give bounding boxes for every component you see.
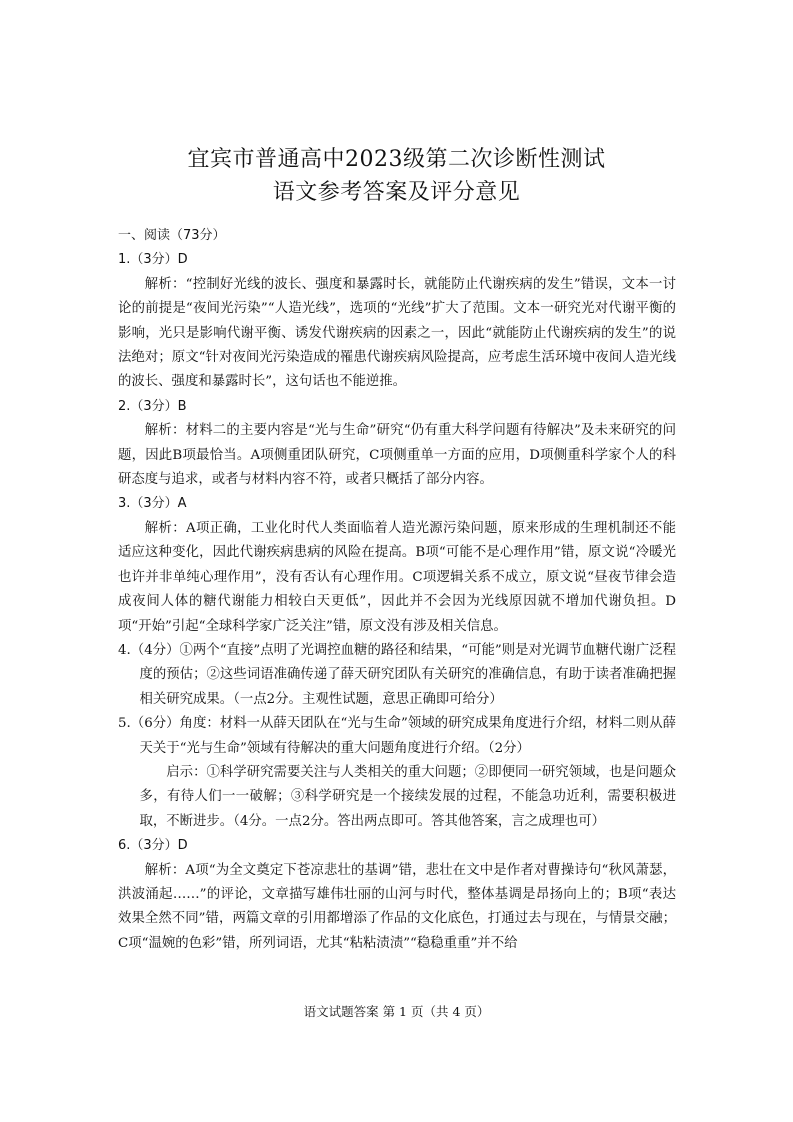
question-6-explanation: 解析：A项“为全文奠定下苍凉悲壮的基调”错，悲壮在文中是作者对曹操诗句“秋风萧瑟，洪波涌起……”的评论，文章描写雄伟壮丽的山河与时代，整体基调是昂扬向上的；B项“表达效果全然不同”错，两篇文章的引用都增添了作品的文化底色，打通过去与现在，与情景交融；C项“温婉的色彩”错，所列词语，尤其“粘粘渍渍”“稳稳重重”并不给 [118, 862, 676, 951]
question-2-answer: 2.（3分）B [118, 398, 187, 414]
section-heading: 一、阅读（73分） [118, 228, 226, 243]
question-5-hint: 启示：①科学研究需要关注与人类相关的重大问题；②即便同一研究领域，也是问题众多，有待人们一一破解；③科学研究是一个接续发展的过程，不能急功近利，需要积极进取，不断进步。（4分。一点2分。答出两点即可。答其他答案，言之成理也可） [139, 764, 676, 829]
question-1-explanation: 解析：“控制好光线的波长、强度和暴露时长，就能防止代谢疾病的发生”错误，文本一讨论的前提是“夜间光污染”“人造光线”，选项的“光线”扩大了范围。文本一研究光对代谢平衡的影响，光只是影响代谢平衡、诱发代谢疾病的因素之一，因此“就能防止代谢疾病的发生”的说法绝对；原文“针对夜间光污染造成的罹患代谢疾病风险提高，应考虑生活环境中夜间人造光线的波长、强度和暴露时长”，这句话也不能逆推。 [118, 276, 676, 390]
question-4-answer: 4.（4分）①两个“直接”点明了光调控血糖的路径和结果，“可能”则是对光调节血糖代谢广泛程度的预估；②这些词语准确传递了薛天研究团队有关研究的准确信息，有助于读者准确把握相关研究成果。（一点2分。主观性试题，意思正确即可给分） [118, 642, 676, 707]
exam-title: 宜宾市普通高中2023级第二次诊断性测试 [187, 147, 606, 172]
question-3-explanation: 解析：A项正确，工业化时代人类面临着人造光源污染问题，原来形成的生理机制还不能适应这种变化，因此代谢疾病患病的风险在提高。B项“可能不是心理作用”错，原文说“冷暖光也许并非单纯心理作用”，没有否认有心理作用。C项逻辑关系不成立，原文说“昼夜节律会造成夜间人体的糖代谢能力相较白天更低”，因此并不会因为光线原因就不增加代谢负担。D项“开始”引起“全球科学家广泛关注”错，原文没有涉及相关信息。 [118, 520, 676, 634]
document-subtitle: 语文参考答案及评分意见 [272, 180, 521, 205]
question-1-answer: 1.（3分）D [118, 252, 188, 268]
page-footer: 语文试题答案 第 1 页（共 4 页） [303, 1004, 490, 1019]
question-5-answer: 5.（6分）角度：材料一从薛天团队在“光与生命”领域的研究成果角度进行介绍，材料二则从薛天关于“光与生命”领域有待解决的重大问题角度进行介绍。（2分） [118, 716, 676, 756]
question-3-answer: 3.（3分）A [118, 496, 187, 512]
question-2-explanation: 解析：材料二的主要内容是“光与生命”研究“仍有重大科学问题有待解决”及未来研究的问题，因此B项最恰当。A项侧重团队研究，C项侧重单一方面的应用，D项侧重科学家个人的科研态度与追求，或者与材料内容不符，或者只概括了部分内容。 [118, 423, 676, 488]
question-6-answer: 6.（3分）D [118, 838, 188, 854]
answer-body [118, 224, 676, 956]
